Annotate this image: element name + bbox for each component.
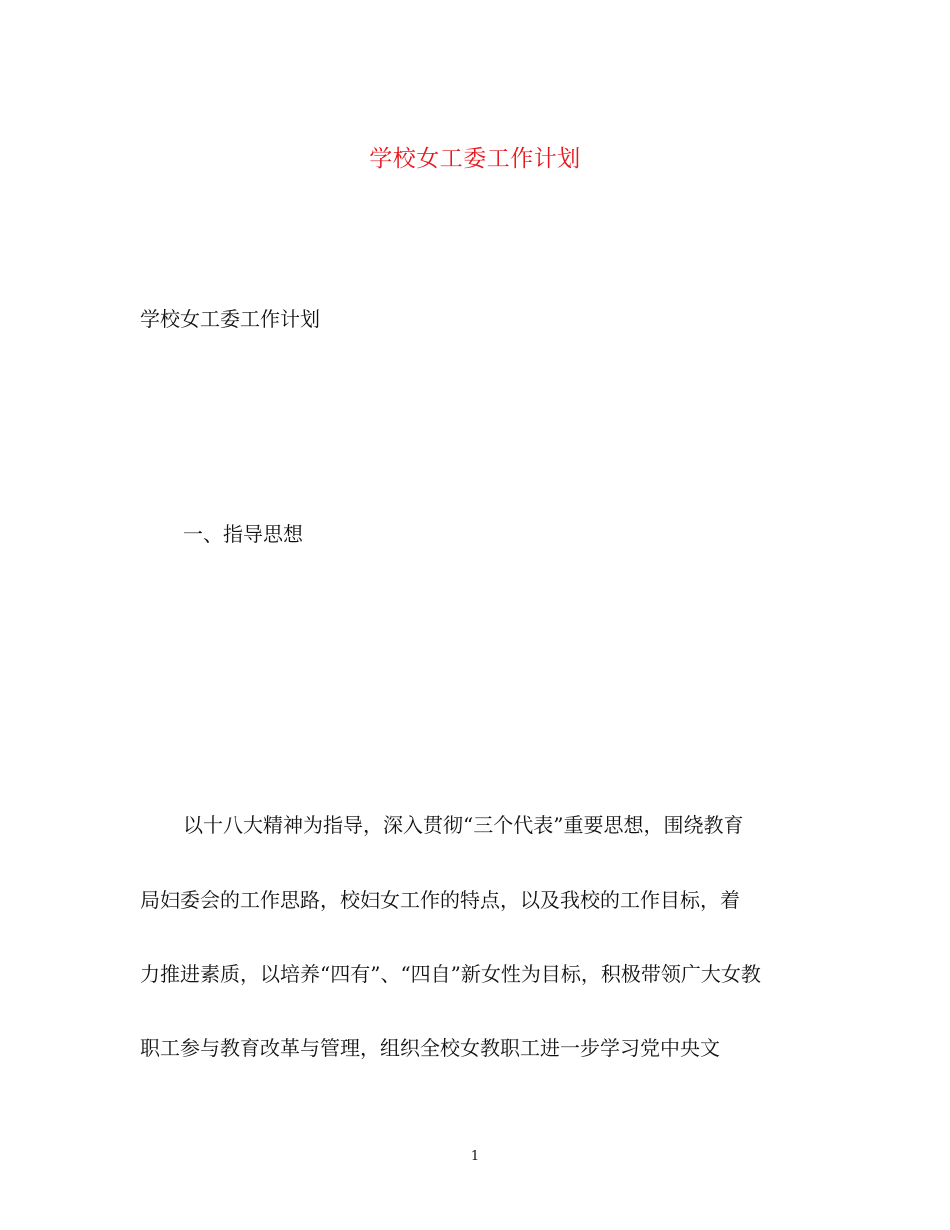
- paragraph-line: 以十八大精神为指导，深入贯彻“三个代表”重要思想，围绕教育: [183, 813, 744, 837]
- document-subtitle: 学校女工委工作计划: [140, 307, 320, 331]
- paragraph-line: 局妇委会的工作思路，校妇女工作的特点，以及我校的工作目标，着: [140, 888, 740, 912]
- document-title: 学校女工委工作计划: [369, 146, 581, 172]
- paragraph-line: 力推进素质，以培养“四有”、“四自”新女性为目标，积极带领广大女教: [140, 962, 761, 986]
- page-number: 1: [470, 1149, 480, 1164]
- section-heading: 一、指导思想: [183, 522, 303, 546]
- paragraph-line: 职工参与教育改革与管理，组织全校女教职工进一步学习党中央文: [140, 1036, 720, 1060]
